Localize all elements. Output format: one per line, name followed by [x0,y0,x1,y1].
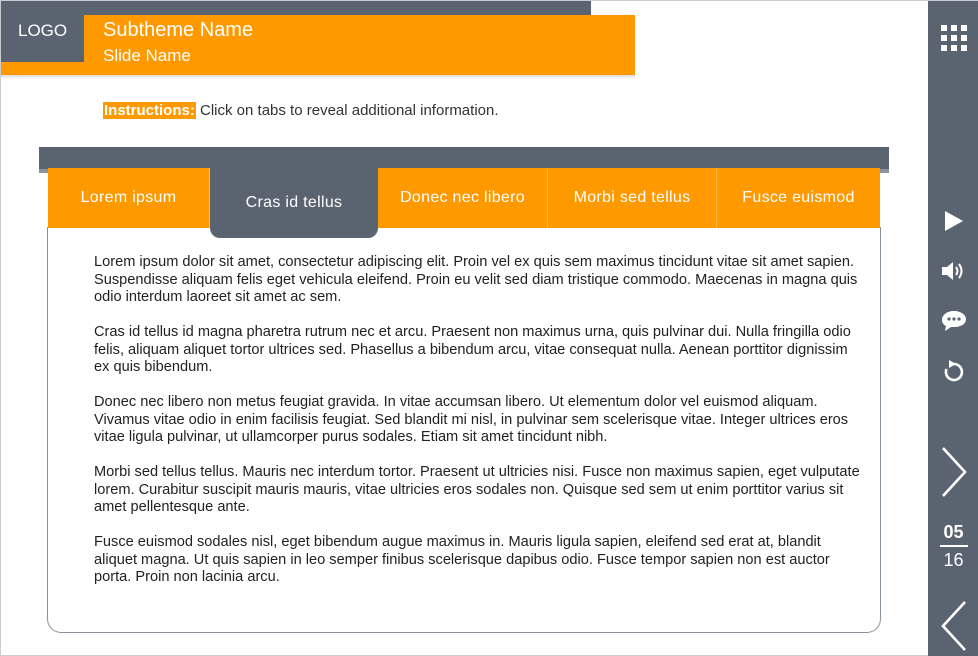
menu-grid-icon[interactable] [928,25,978,51]
tab-content [94,254,864,604]
instructions-text: Click on tabs to reveal additional information. [195,102,499,119]
tab-cras-id-tellus[interactable]: Cras id tellus [210,168,378,238]
play-icon[interactable] [928,209,978,233]
tab-morbi-sed-tellus[interactable]: Morbi sed tellus [548,168,717,228]
replay-icon[interactable] [928,359,978,385]
tab-fusce-euismod[interactable]: Fusce euismod [717,168,880,228]
instructions [103,102,499,119]
volume-icon[interactable] [928,259,978,283]
content-paragraph: Donec nec libero non metus feugiat gravida. In vitae accumsan libero. Ut elementum dolor vel euismod aliquam. Vivamus vitae odio in enim facilisis feugiat. Sed blandit mi nisl, in pulvinar sem scelerisque vitae. Integer ultrices eros vitae ligula pulvinar, ut ullamcorper purus sodales. Etiam sit amet tincidunt nibh. [94,394,849,445]
comment-icon[interactable] [928,309,978,333]
page-divider [940,545,968,547]
content-paragraph: Fusce euismod sodales nisl, eget bibendum augue maximus in. Mauris ligula sapien, eleifend sed erat at, blandit aliquet magna. Ut quis sapien in leo semper finibus scelerisque dapibus odio. Fusce tempor sapien non est auctor porta. Proin non lacinia arcu. [94,534,830,585]
instructions-label: Instructions: [104,102,195,119]
content-paragraph: Cras id tellus id magna pharetra rutrum nec et arcu. Praesent non maximus urna, quis pulvinar dui. Nulla fringilla odio felis, aliquam aliquet tortor ultrices sed. Phasellus a bibendum arcu, vitae consequat nulla. Aenean porttitor dignissim ex quis bibendum. [94,324,851,375]
header-accent-strip [1,62,84,75]
tab-strip [48,168,880,228]
content-paragraph: Morbi sed tellus tellus. Mauris nec interdum tortor. Praesent ut ultricies nisi. Fusce non maximus sapien, eget vulputate lorem. Curabitur suscipit mauris mauris, vitae ultricies eros sodales non. Quisque sed sem ut enim porttitor varius sit amet pellentesque ante. [94,464,860,515]
page-total: 16 [943,550,964,570]
tab-header-bar [39,147,889,169]
prev-arrow-icon[interactable] [928,599,978,653]
slide-title: Slide Name [103,46,191,65]
title-shadow [1,75,635,79]
tab-donec-nec-libero[interactable]: Donec nec libero [378,168,548,228]
logo: LOGO [18,21,68,40]
player-sidebar [928,1,978,656]
next-arrow-icon[interactable] [928,445,978,499]
subtheme-title: Subtheme Name [103,19,254,41]
page-current: 05 [943,522,964,542]
tab-lorem-ipsum[interactable]: Lorem ipsum [48,168,210,228]
content-paragraph: Lorem ipsum dolor sit amet, consectetur adipiscing elit. Proin vel ex quis sem maximus tincidunt vitae sit amet sapien. Suspendisse aliquam felis eget vehicula eleifend. Proin eu velit sed diam tristique commodo. Maecenas in magna quis odio interdum laoreet sit amet ac sem. [94,254,858,305]
